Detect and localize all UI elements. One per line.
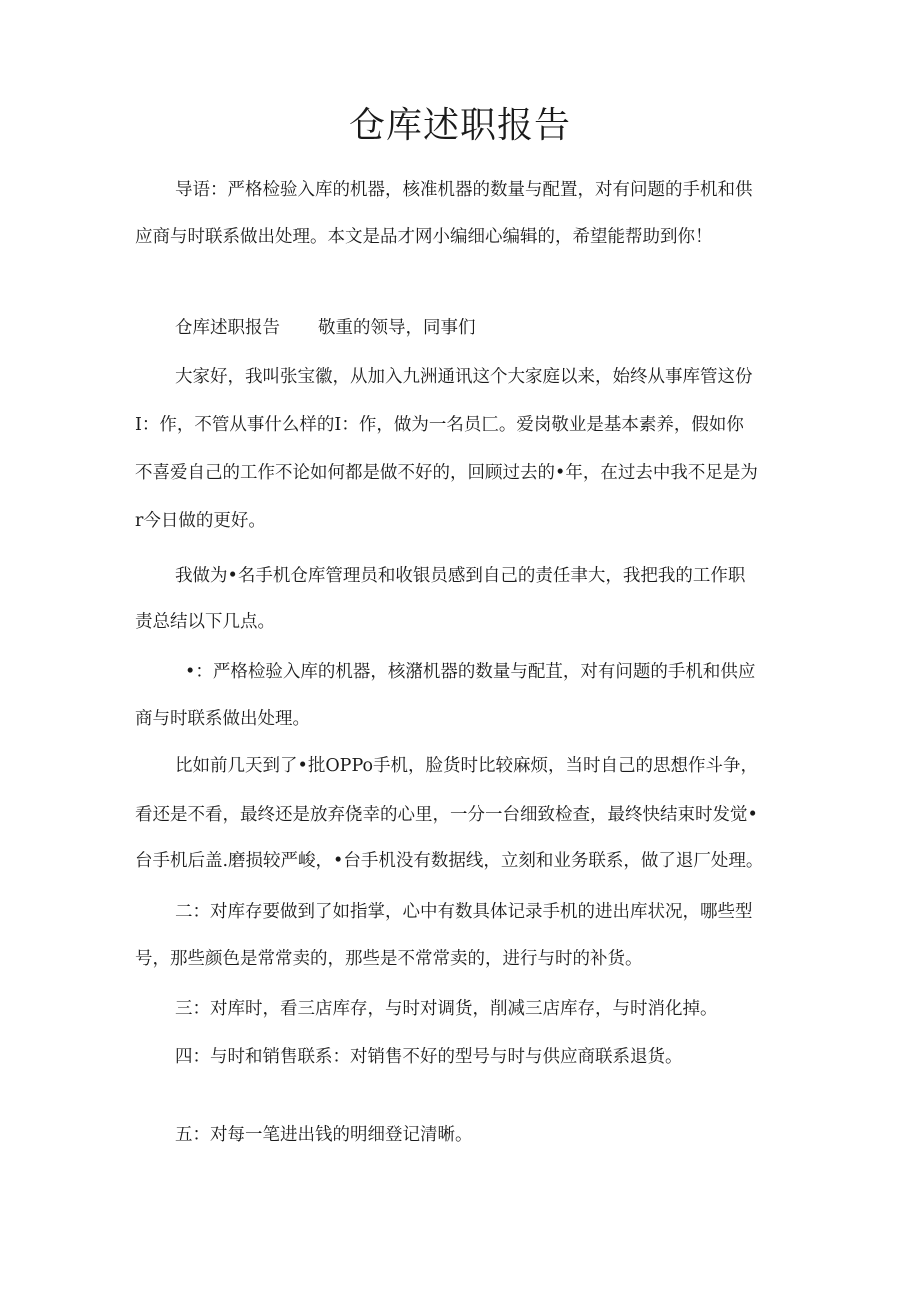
intro-line-2: 应商与时联系做出处理。本文是品才网小编细心编辑的，希望能帮助到你！ [135, 227, 713, 247]
paragraph-3-line-1: •：严格检验入库的机器，核潴机器的数量与配苴，对有问题的手机和供应 [185, 662, 756, 682]
heading-left: 仓库述职报告 [175, 318, 280, 338]
paragraph-6: 三：对库时，看三店库存，与时对调货，削减三店库存，与时消化掉。 [175, 999, 718, 1019]
paragraph-1-line-3: 不喜爱自己的工作不论如何都是做不好的，回顾过去的•年，在过去中我不足是为 [135, 463, 758, 483]
page-title: 仓库述职报告 [348, 105, 571, 146]
paragraph-8: 五：对每一笔进出钱的明细登记清晰。 [175, 1125, 473, 1145]
paragraph-1-line-1: 大家好，我叫张宝徽，从加入九洲通讯这个大家庭以来，始终从事库管这份 [175, 367, 753, 387]
heading-right: 敬重的领导，同事们 [318, 318, 476, 338]
paragraph-2-line-1: 我做为•名手机仓库管理员和收银员感到自己的责任聿大，我把我的工作职 [175, 566, 746, 586]
paragraph-5-line-1: 二：对库存要做到了如指掌，心中有数具体记录手机的进出库状况，哪些型 [175, 902, 753, 922]
paragraph-4-line-2: 看还是不看，最终还是放弃侥幸的心里，一分一台细致检查，最终快结束时发觉• [135, 805, 758, 825]
paragraph-7: 四：与时和销售联系：对销售不好的型号与时与供应商联系退货。 [175, 1047, 683, 1067]
paragraph-4-line-1: 比如前几天到了•批OPPo手机，脸货时比较麻烦，当时自己的思想作斗争， [175, 756, 759, 776]
paragraph-1-line-4: r今日做的更好。 [135, 511, 266, 531]
paragraph-5-line-2: 号，那些颜色是常常卖的，那些是不常常卖的，进行与时的补货。 [135, 949, 643, 969]
paragraph-4-line-3: 台手机后盖.磨损较严峻，•台手机没有数据线，立刻和业务联系，做了退厂处理。 [135, 851, 764, 871]
paragraph-3-line-2: 商与时联系做出处理。 [135, 709, 310, 729]
intro-line-1: 导语：严格检验入库的机器，核准机器的数量与配置，对有问题的手机和供 [175, 180, 753, 200]
paragraph-2-line-2: 责总结以下几点。 [135, 612, 275, 632]
section-heading [175, 304, 795, 352]
paragraph-1-line-2: I：作，不管从事什么样的I：作，做为一名员匚。爱岗敬业是基本素养，假如你 [135, 415, 744, 435]
